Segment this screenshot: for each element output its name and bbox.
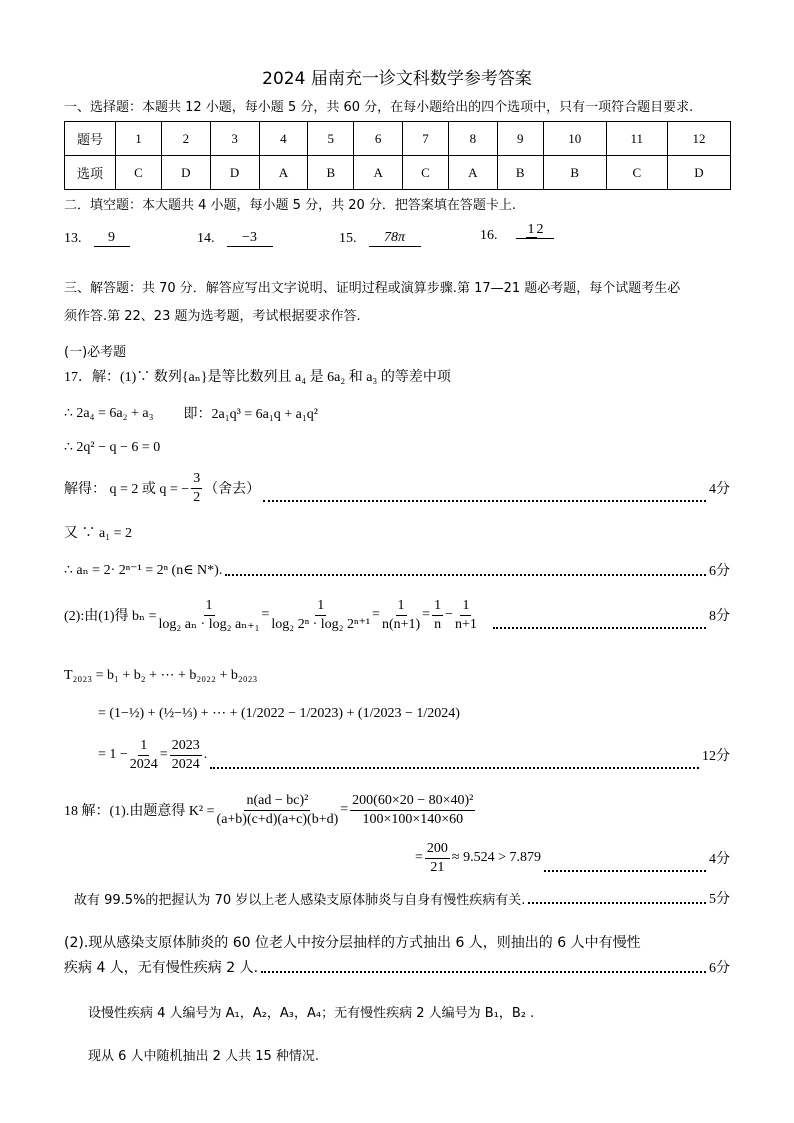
- blank-number: 13.: [64, 230, 82, 246]
- blank-15: [339, 230, 421, 247]
- answer-choice: B: [497, 156, 543, 190]
- denominator: log₂ aₙ · log₂ aₙ₊₁: [158, 616, 260, 632]
- q18-line: = $\frac{200}{21}$ ≈ 9.524 > 7.879 4分: [415, 841, 730, 875]
- score: 6分: [709, 961, 730, 976]
- equation: ∴ aₙ = 2· 2ⁿ⁻¹ = 2ⁿ (n∈ N*).: [64, 562, 223, 578]
- numerator: 200(60×20 − 80×40)²: [350, 792, 475, 811]
- blank-answer: 9: [94, 230, 130, 247]
- equation: (2):由(1)得 bₙ =: [64, 609, 157, 624]
- row-header: 选项: [65, 156, 116, 190]
- q17-line: 17．解：(1)∵ 数列{aₙ}是等比数列且 a₄ 是 6a₂ 和 a₃ 的等差中项: [64, 370, 451, 385]
- note: （舍去）: [204, 482, 261, 497]
- q18-line: (2).现从感染支原体肺炎的 60 位老人中按分层抽样的方式抽出 6 人，则抽出的 6 人中有慢性: [64, 935, 641, 951]
- q18-line: [74, 888, 730, 908]
- numerator: 1: [315, 597, 326, 616]
- score: 6分: [709, 564, 730, 579]
- q17-sum-line: T₂₀₂₃ = b₁ + b₂ + ⋯ + b₂₀₂₂ + b₂₀₂₃: [64, 668, 258, 683]
- numerator: n(ad − bc)²: [244, 792, 310, 811]
- blank-answer: [516, 221, 554, 240]
- answer-choice: C: [116, 156, 162, 190]
- score: 8分: [709, 609, 730, 624]
- fraction: [130, 737, 158, 773]
- dot-leader: [528, 902, 706, 904]
- row-header: 题号: [65, 122, 116, 156]
- question-number: 4: [259, 122, 308, 156]
- equation: = 1 −: [98, 747, 128, 762]
- choice-answer-table: [64, 121, 731, 190]
- dot-leader: [263, 500, 706, 502]
- answer-choice: B: [543, 156, 606, 190]
- numerator: 200: [425, 840, 450, 859]
- score: 12分: [702, 749, 730, 764]
- answer-choice: A: [448, 156, 497, 190]
- q17-line: [64, 560, 730, 580]
- blank-answer: −3: [227, 230, 273, 247]
- numerator: 1: [204, 597, 215, 616]
- numerator: 1: [396, 597, 407, 616]
- score: 4分: [709, 852, 730, 867]
- page-title: 2024 届南充一诊文科数学参考答案: [262, 69, 532, 89]
- denominator: 2024: [129, 756, 158, 772]
- question-number: 9: [497, 122, 543, 156]
- dot-leader: [210, 767, 699, 769]
- dot-leader: [544, 870, 706, 872]
- fraction: [191, 470, 202, 506]
- denominator: log₂ 2ⁿ · log₂ 2ⁿ⁺¹: [271, 616, 371, 632]
- dot-leader: [225, 574, 706, 576]
- denominator: n+1: [454, 616, 477, 632]
- numerator: 1: [432, 597, 443, 616]
- answer-choice: D: [161, 156, 210, 190]
- answer-choice: A: [259, 156, 308, 190]
- fraction: [425, 840, 450, 876]
- numerator: 1: [527, 221, 535, 237]
- q17-line: ∴ 2q² − q − 6 = 0: [64, 440, 161, 455]
- denominator: 2024: [171, 756, 200, 772]
- numerator: 1: [138, 737, 149, 756]
- question-number: 12: [667, 122, 730, 156]
- answer-choice: C: [606, 156, 667, 190]
- q18-line: 18 解：(1).由题意得 K² = $\frac{\text{n(ad − bc)²}}{(a+b)(c+d)(a+c)(b+d)}$ = $\frac{\text{200(60×20 − 80×40)²}}{100\times 100\times 140\times 60}$: [64, 793, 474, 827]
- q17-part2: (2):由(1)得 bₙ = $\frac{1}{\text{log₂ aₙ · log₂ aₙ₊₁}}$ = $\frac{1}{\text{log₂ 2ⁿ · log₂ 2ⁿ⁺¹}}$ = $\frac{1}{n(n+1)}$ = $\frac{1}{n}$ − $\frac{1}{n+1}$ 8分: [64, 598, 730, 632]
- dot-leader: [261, 971, 706, 973]
- fraction: [217, 792, 339, 828]
- question-number: 5: [308, 122, 354, 156]
- blank-answer: 78π: [369, 230, 421, 247]
- equation: ∴ 2a₄ = 6a₂ + a₃: [64, 405, 154, 421]
- equation: 18 解：(1).由题意得 K² =: [64, 804, 215, 819]
- blank-13: [64, 230, 130, 247]
- denominator: 2: [193, 489, 201, 505]
- blank-14: [197, 230, 273, 247]
- q17-line: 又 ∵ a₁ = 2: [64, 526, 132, 541]
- question-number: 3: [210, 122, 259, 156]
- q17-line: [64, 403, 318, 423]
- equation: 解得： q = 2 或 q = −: [64, 482, 190, 497]
- numerator: 3: [191, 470, 202, 489]
- denominator: n: [434, 616, 442, 632]
- answer-choice: A: [354, 156, 403, 190]
- section2-heading: 二．填空题：本大题共 4 小题，每小题 5 分，共 20 分．把答案填在答题卡上.: [64, 198, 517, 213]
- question-number: 10: [543, 122, 606, 156]
- answer-choice: C: [403, 156, 449, 190]
- numerator: 2023: [170, 737, 202, 756]
- blank-number: 15.: [339, 230, 357, 246]
- denominator: 100×100×140×60: [362, 811, 464, 827]
- q18-line: [64, 957, 730, 977]
- fraction: [432, 597, 443, 633]
- fraction: [159, 597, 260, 633]
- denominator: 21: [430, 859, 445, 875]
- question-number: 2: [161, 122, 210, 156]
- question-number: 7: [403, 122, 449, 156]
- question-number: 1: [116, 122, 162, 156]
- statement: 疾病 4 人，无有慢性疾病 2 人.: [64, 960, 259, 976]
- denominator: 2: [536, 221, 544, 237]
- required-heading: (一)必考题: [64, 345, 127, 360]
- q17-line: [64, 470, 730, 506]
- blank-16: [480, 216, 556, 244]
- answer-choice: D: [667, 156, 730, 190]
- denominator: n(n+1): [381, 616, 421, 632]
- fraction: [350, 792, 475, 828]
- question-number: 6: [354, 122, 403, 156]
- q18-line: 设慢性疾病 4 人编号为 A₁，A₂，A₃，A₄；无有慢性疾病 2 人编号为 B₁，B₂ .: [88, 1006, 535, 1021]
- blank-number: 16.: [480, 228, 498, 243]
- dot-leader: [493, 627, 706, 629]
- fraction: [455, 597, 477, 633]
- fraction: [271, 597, 370, 633]
- denominator: (a+b)(c+d)(a+c)(b+d): [216, 811, 339, 827]
- blank-number: 14.: [197, 230, 215, 246]
- answer-choice: B: [308, 156, 354, 190]
- section3-line2: 须作答.第 22、23 题为选考题，考试根据要求作答.: [64, 309, 361, 324]
- fraction: [170, 737, 202, 773]
- answer-choice: D: [210, 156, 259, 190]
- section1-heading: 一、选择题：本题共 12 小题，每小题 5 分，共 60 分，在每小题给出的四个选项中，只有一项符合题目要求.: [64, 100, 694, 115]
- score: 4分: [709, 482, 730, 497]
- q17-sum-line: = (1−½) + (½−⅓) + ⋯ + (1/2022 − 1/2023) + (1/2023 − 1/2024): [98, 706, 460, 721]
- equation: 即：2a₁q³ = 6a₁q + a₁q²: [183, 407, 318, 422]
- section3-line1: 三、解答题：共 70 分．解答应写出文字说明、证明过程或演算步骤.第 17—21 题必考题，每个试题考生必: [64, 281, 681, 296]
- q18-line: 现从 6 人中随机抽出 2 人共 15 种情况.: [88, 1049, 320, 1064]
- fraction: [382, 597, 420, 633]
- q17-sum-line: = 1 − $\frac{1}{2024}$ = $\frac{2023}{2024}$ . 12分: [98, 738, 730, 772]
- score: 5分: [709, 892, 730, 907]
- statement: 故有 99.5%的把握认为 70 岁以上老人感染支原体肺炎与自身有慢性疾病有关.: [74, 892, 526, 908]
- numerator: 1: [460, 597, 471, 616]
- question-number: 11: [606, 122, 667, 156]
- equation: ≈ 9.524 > 7.879: [451, 850, 541, 865]
- question-number: 8: [448, 122, 497, 156]
